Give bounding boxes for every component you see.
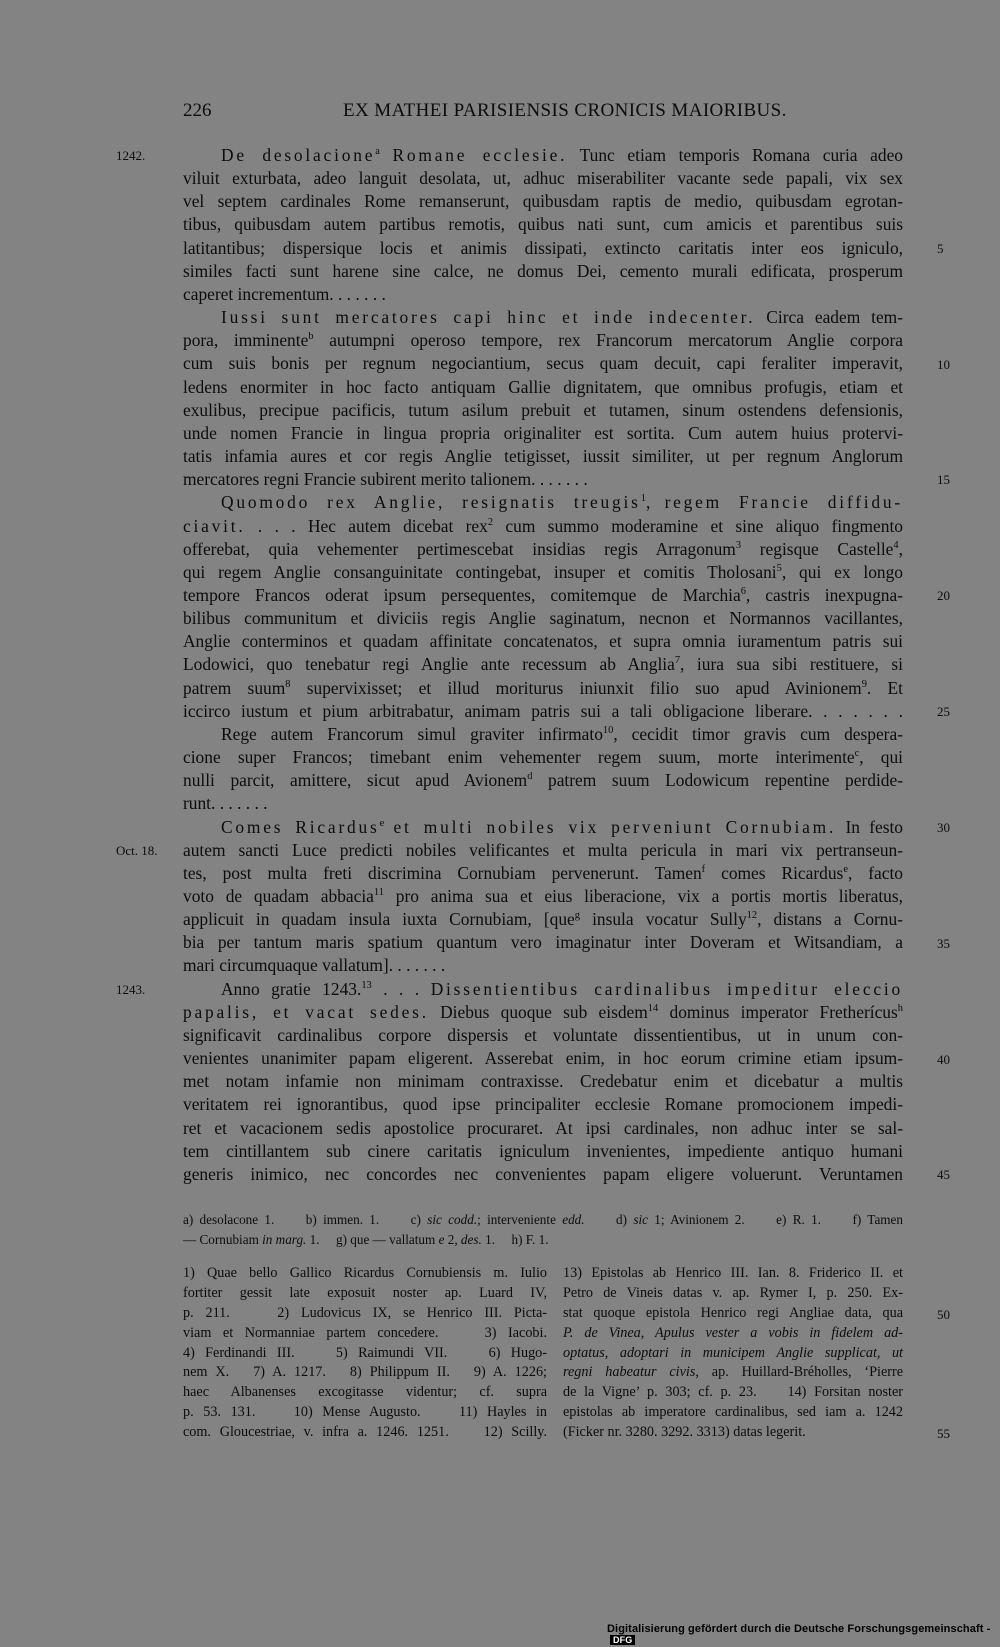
line-number: 20 [937, 588, 950, 604]
text-line: Lodowici, quo tenebatur regi Anglie ante recessum ab Anglia$^7$, iura sua sibi restituere, si [183, 654, 903, 675]
marginal-date: Oct. 18. [116, 843, 158, 859]
footnote-line: p. 53. 131. 10) Mense Augusto. 11) Hayles in [183, 1404, 547, 1421]
text-line: tibus, quibusdam autem partibus remotis, quibus nati sunt, cum amicis et parentibus suis [183, 214, 903, 235]
line-number: 45 [937, 1167, 950, 1183]
text-line: runt. . . . . . . [183, 793, 268, 814]
text-line: cione super Francos; timebant enim vehementer regem suum, morte interimente$^c$, qui [183, 747, 903, 768]
text-line: patrem suum$^8$ supervixisset; et illud moriturus iniunxit filio suo apud Avinionem$^9$. Et [183, 677, 903, 698]
footnote-line: Petro de Vineis datas v. ap. Rymer I, p. 250. Ex- [563, 1284, 903, 1301]
footnote-line: 4) Ferdinandi III. 5) Raimundi VII. 6) Hugo- [183, 1344, 547, 1361]
footnote-line: nem X. 7) A. 1217. 8) Philippum II. 9) A. 1226; [183, 1364, 547, 1381]
text-line: offerebat, quia vehementer pertimescebat insidias regis Arragonum$^3$ regisque Castelle$^4$, [183, 538, 903, 559]
text-line: ret et vacacionem sedis apostolice procuraret. At ipsi cardinales, non adhuc inter se sal- [183, 1117, 903, 1138]
text-line: ledens enormiter in hoc facto antiquam Gallie dignitatem, que omnibus profugis, etiam et [183, 376, 903, 397]
dfg-logo: DFG [610, 1635, 635, 1645]
marginal-date: 1243. [116, 982, 146, 998]
text-line: nulli parcit, amittere, sicut apud Avionem$^d$ patrem suum Lodowicum repentine perdide- [183, 770, 903, 791]
line-number: 30 [937, 819, 950, 835]
footnote-line: haec Albanenses excogitasse videntur; cf. supra [183, 1384, 547, 1401]
marginal-date: 1242. [116, 148, 146, 163]
running-title: EX MATHEI PARISIENSIS CRONICIS MAIORIBUS. [343, 100, 787, 121]
line-number: 55 [937, 1426, 950, 1442]
text-line: De desolacione$^a$ Romane ecclesie. Tunc etiam temporis Romana curia adeo [221, 145, 903, 165]
text-line: Anglie conterminos et quadam affinitate concatenatos, et supra omnia iuramentum patris sui [183, 631, 903, 652]
line-number: 15 [937, 472, 950, 488]
running-header [183, 100, 903, 130]
text-line: pora, imminente$^b$ autumpni operoso tempore, rex Francorum mercatorum Anglie corpora [183, 330, 904, 351]
text-line: met notam infamie non minimam contraxisse. Credebatur enim et dicebatur a multis [183, 1071, 903, 1092]
footnote-line: de la Vigne’ p. 303; cf. p. 23. 14) Forsitan noster [563, 1384, 903, 1401]
footnote-line: optatus, adoptari in municipem Anglie supplicat, ut [563, 1344, 903, 1361]
text-line: bia per tantum maris spatium quantum vero imaginatur inter Doveram et Witsandiam, a [183, 932, 903, 953]
text-line: tes, post multa freti discrimina Cornubiam pervenerunt. Tamen$^f$ comes Ricardus$^e$, facto [183, 862, 904, 883]
footnote-line: epistolas ab imperatore cardinalibus, sed iam a. 1242 [563, 1404, 903, 1421]
text-line: bilibus communitum et diviciis regis Anglie saginatum, necnon et Normannos vacillantes, [183, 608, 903, 629]
text-line: venientes unanimiter papam eligerent. Asserebat enim, in hoc eorum crimine etiam ipsum- [183, 1048, 903, 1069]
text-line: mari circumquaque vallatum]. . . . . . . [183, 955, 446, 976]
text-line: tatis infamia aures et cor regis Anglie tetigisset, iussit similiter, ut per regnum Anglorum [183, 446, 903, 467]
footnote-line: viam et Normanniae partem concedere. 3) Iacobi. [183, 1324, 547, 1341]
line-number: 25 [937, 704, 950, 720]
line-number: 40 [937, 1051, 950, 1067]
text-line: mercatores regni Francie subirent merito talionem. . . . . . . [183, 469, 588, 490]
page-number: 226 [183, 100, 212, 121]
text-line: papalis, et vacat sedes. Diebus quoque sub eisdem$^{14}$ dominus imperator Fretherícus$^h$ [183, 1001, 903, 1022]
text-line: generis inimico, nec concordes nec convenientes papam eligere voluerunt. Veruntamen [183, 1163, 903, 1184]
footnote-line: com. Gloucestriae, v. infra a. 1246. 1251. 12) Scilly. [183, 1424, 547, 1441]
footnotes-right-column [563, 1264, 903, 1443]
text-line: Quomodo rex Anglie, resignatis treugis$^1$, regem Francie diffidu- [221, 492, 904, 513]
text-line: Comes Ricardus$^e$ et multi nobiles vix perveniunt Cornubiam. In festo [221, 816, 903, 837]
text-line: Iussi sunt mercatores capi hinc et inde indecenter. Circa eadem tem- [221, 307, 904, 328]
footnote-line: 1) Quae bello Gallico Ricardus Cornubiensis m. Iulio [183, 1265, 547, 1281]
text-line: tempore Francos oderat ipsum persequentes, comitemque de Marchia$^6$, castris inexpugna- [183, 584, 903, 605]
text-line: Rege autem Francorum simul graviter infirmato$^{10}$, cecidit timor gravis cum despera- [221, 723, 903, 744]
text-line: applicuit in quadam insula iuxta Cornubiam, [que$^g$ insula vocatur Sully$^{12}$, distans a Cornu- [183, 909, 903, 930]
text-line: significavit cardinalibus corpore dispersis et voluntate dissentientibus, ut in unum con- [183, 1024, 903, 1045]
footnote-line: P. de Vinea, Apulus vester a vobis in fidelem ad- [563, 1324, 903, 1341]
main-text [183, 144, 903, 1186]
text-line: Anno gratie 1243.13 . . . Dissentientibus cardinalibus impeditur eleccio [221, 978, 903, 999]
digitization-credit [607, 1623, 1000, 1647]
text-line: similes facti sunt harene sine calce, ne domus Dei, cemento murali edificata, prosperum [183, 260, 903, 281]
text-line: qui regem Anglie consanguinitate contingebat, insuper et comitis Tholosani$^5$, qui ex longo [183, 561, 903, 582]
text-line: autem sancti Luce predicti nobiles velificantes et multa pericula in mari vix pertranseun- [183, 839, 903, 860]
footnote-line: 13) Epistolas ab Henrico III. Ian. 8. Friderico II. et [563, 1265, 903, 1281]
text-line: iccirco iustum et pium arbitrabatur, animam patris sui a tali obligacione liberare. . . . . . . [183, 700, 903, 721]
footnote-line: (Ficker nr. 3280. 3292. 3313) datas legerit. [563, 1424, 806, 1441]
text-line: ciavit. . . . Hec autem dicebat rex$^2$ cum summo moderamine et sine aliquo fingmento [183, 515, 903, 536]
textual-apparatus [183, 1210, 903, 1250]
footnote-line: regni habeatur civis, ap. Huillard-Bréholles, ‘Pierre [563, 1364, 903, 1381]
footnotes-left-column [183, 1264, 547, 1443]
footnote-line: stat quoque epistola Henrico regi Angliae data, qua [563, 1304, 903, 1321]
line-number: 5 [937, 240, 944, 256]
line-number: 10 [937, 356, 950, 372]
text-line: exulibus, precipue pacificis, tutum asilum prebuit et tutamen, sinum ostendens defensionis, [183, 399, 903, 420]
text-line: unde nomen Francie in lingua propria originaliter est sortita. Cum autem huius protervi- [183, 422, 903, 443]
footnote-line: a) desolacone 1. b) immen. 1. c) sic codd.; interveniente edd. d) sic 1; Avinionem 2. e) R. 1. f) Tamen [183, 1212, 903, 1227]
text-line: veritatem rei ignorantibus, quod ipse principaliter ecclesie Romane promocionem impedi- [183, 1094, 903, 1115]
line-number: 35 [937, 935, 950, 951]
footnote-line: p. 211. 2) Ludovicus IX, se Henrico III. Picta- [183, 1304, 547, 1321]
line-number: 50 [937, 1306, 950, 1322]
text-line: latitantibus; dispersique locis et animis dissipati, extincto caritatis inter eos igniculo, [183, 237, 903, 258]
text-line: voto de quadam abbacia$^{11}$ pro anima sua et eius liberacione, vix a portis mortis liberatus, [183, 886, 903, 906]
footnote-line: fortiter gessit late exposuit noster ap. Luard IV, [183, 1284, 547, 1301]
text-line: vel septem cardinales Rome remanserunt, quibusdam raptis de medio, quibusdam egrotan- [183, 191, 903, 212]
text-line: tem cintillantem sub cinere caritatis igniculum invenientes, impediente antiquo humani [183, 1140, 903, 1161]
text-line: viluit exturbata, adeo languit desolata, ut, adhuc miserabiliter vacante sede papali, vix sex [183, 168, 903, 189]
text-line: cum suis bonis per regnum negociantium, secus quam decuit, capi feraliter imperavit, [183, 353, 903, 374]
footnote-line: — Cornubiam in marg. 1. g) que — vallatum e 2, des. 1. h) F. 1. [183, 1232, 549, 1247]
text-line: caperet incrementum. . . . . . . [183, 283, 386, 304]
credit-text: Digitalisierung gefördert durch die Deutsche Forschungsgemeinschaft - [607, 1623, 991, 1635]
